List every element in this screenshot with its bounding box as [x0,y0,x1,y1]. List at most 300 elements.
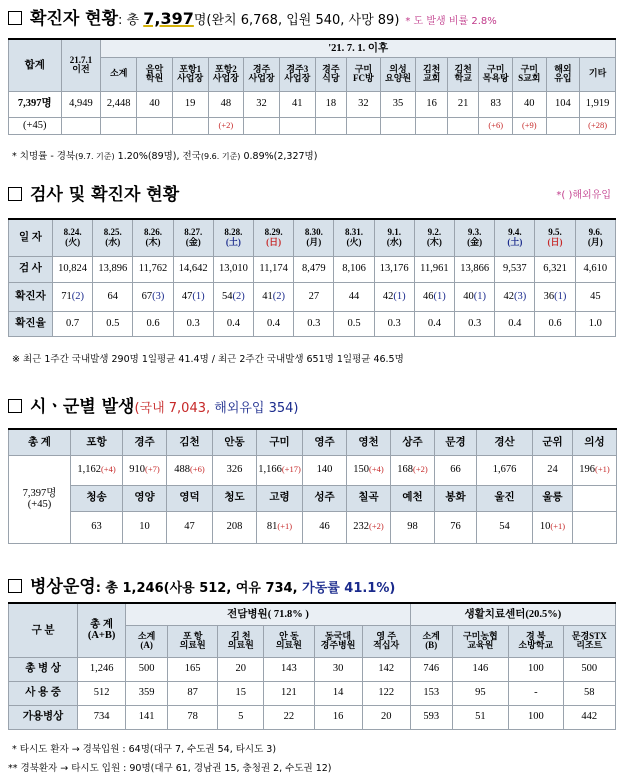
region-count: 47 [184,521,195,533]
overseas-count: (1) [192,290,205,302]
count-cell: 21 [447,91,479,117]
region-value [123,511,167,543]
region-value [533,511,573,543]
section-title: 병상운영 [30,577,96,597]
tests-cell: 11,961 [414,256,454,282]
weekday-label: (水) [105,236,121,247]
region-increase: (+7) [145,464,160,475]
column-header: 경주3 사업장 [279,57,315,91]
header-treatment-centers: 생활치료센터(20.5%) [410,603,615,625]
overseas-count: (1) [554,290,567,302]
total-value: 7,397명 [22,487,57,499]
count-cell: 35 [380,91,416,117]
overseas-count: (2) [232,290,245,302]
date-label: 8.28. [224,227,243,238]
count-cell: 19 [172,91,208,117]
date-label: 9.5. [548,227,562,238]
empty-cell [573,485,617,511]
date-cell [254,219,294,256]
weekday-label: (火) [346,236,362,247]
date-cell [535,219,575,256]
section-title: 시ㆍ군별 발생 [30,397,135,417]
region-count: 488 [174,464,191,476]
region-count: 76 [450,521,461,533]
confirmed-cell [334,282,374,311]
region-count: 10 [139,521,150,533]
bed-value: 500 [563,657,615,681]
weekday-label: (木) [145,236,161,247]
rate-cell: 0.6 [133,311,173,336]
region-value [435,511,477,543]
region-count: 63 [91,521,102,533]
confirmed-count: 40 [463,290,474,302]
region-name: 울진 [477,485,533,511]
region-value [573,455,617,485]
bed-value: 14 [314,681,362,705]
confirmed-count: 27 [308,290,320,302]
section-region [8,392,299,417]
region-value [213,511,257,543]
region-count: 98 [407,521,418,533]
increase-cell [172,117,208,134]
bed-value: 16 [314,705,362,729]
rate-cell: 0.4 [495,311,535,336]
total-detail: (완치 6,768, 입원 540, 사망 89) [206,13,400,28]
bed-value: 15 [218,681,264,705]
column-header: 문경STX 리조트 [563,625,615,657]
bed-value: 20 [362,705,410,729]
region-count: 208 [226,521,243,533]
checkbox-square-icon [8,399,22,413]
region-name: 예천 [391,485,435,511]
outbound-patient-note: ** 경북환자 → 타시도 입원 : 90명(대구 61, 경남권 15, 충청권 2, 수도권 12) [8,763,332,774]
region-value [167,511,213,543]
confirmed-cell [294,282,334,311]
confirmed-count: 36 [543,290,555,302]
region-value [123,455,167,485]
region-count: 54 [499,521,510,533]
date-cell [173,219,213,256]
rate-cell: 1.0 [575,311,615,336]
increase-cell: (+6) [479,117,513,134]
header-since: '21. 7. 1. 이후 [101,39,616,57]
count-cell: 7,397명 [9,91,62,117]
column-header: 포항2 사업장 [208,57,244,91]
column-header: 해외 유입 [546,57,580,91]
weekday-label: (木) [426,236,442,247]
bed-value: 165 [168,657,218,681]
column-header: 구미 FC방 [347,57,381,91]
count-cell: 48 [208,91,244,117]
section-beds [8,572,395,597]
confirmed-count: 42 [382,290,394,302]
increase-cell [380,117,416,134]
date-cell [374,219,414,256]
confirmed-count: 54 [222,290,233,302]
header-total: 합계 [9,39,62,91]
rate-cell: 0.3 [294,311,334,336]
bed-value: 593 [410,705,452,729]
confirmed-count: 47 [181,290,193,302]
region-name: 안동 [213,429,257,455]
confirmed-count: 42 [503,290,514,302]
region-count: 196 [579,464,596,476]
rate-cell: 0.6 [535,311,575,336]
bed-value: 1,246 [78,657,126,681]
column-header: 기타 [580,57,616,91]
date-label: 9.4. [508,227,522,238]
beds-rate: 가동률 41.1%) [297,581,396,596]
checkbox-square-icon [8,11,22,25]
weekday-label: (金) [467,236,483,247]
confirmed-cell [414,282,454,311]
region-increase: (+2) [369,521,384,532]
increase-cell [416,117,448,134]
column-header: 구미 목욕탕 [479,57,513,91]
bed-value: 153 [410,681,452,705]
weekday-label: (土) [225,236,241,247]
region-name: 영양 [123,485,167,511]
confirmed-cell [455,282,495,311]
column-header: 경주 사업장 [244,57,280,91]
region-count: 1,166 [258,464,282,476]
date-cell [575,219,615,256]
date-label: 8.27. [184,227,203,238]
tests-cell: 8,479 [294,256,334,282]
rate-cell: 0.4 [254,311,294,336]
weekday-label: (金) [185,236,201,247]
confirmed-count: 44 [348,290,360,302]
weekday-label: (水) [386,236,402,247]
region-value [477,511,533,543]
date-label: 8.30. [304,227,323,238]
region-count: 1,162 [77,464,101,476]
row-header: 총 병 상 [9,657,78,681]
beds-detail: : 총 1,246(사용 512, 여유 734, [95,581,298,596]
region-value [71,455,123,485]
column-header: 소계 [101,57,137,91]
tests-cell: 11,762 [133,256,173,282]
overseas-count: (3) [152,290,165,302]
column-header: 경주 식당 [315,57,347,91]
column-header: 영 주 적십자 [362,625,410,657]
count-cell: 4,949 [61,91,101,117]
tests-cell: 8,106 [334,256,374,282]
bed-value: 142 [362,657,410,681]
column-header: 구미농협 교육원 [452,625,509,657]
total-cases: 7,397 [143,9,194,28]
bed-value: 100 [509,657,563,681]
row-header-confirmed: 확진자 [9,282,53,311]
region-value [257,511,303,543]
region-value [213,455,257,485]
bed-value: 51 [452,705,509,729]
overseas-count: (2) [272,290,285,302]
region-value [71,511,123,543]
rate-cell: 0.4 [213,311,253,336]
region-value [347,455,391,485]
region-name: 구미 [257,429,303,455]
region-name: 영덕 [167,485,213,511]
region-increase: (+1) [595,464,610,475]
bed-value: 5 [218,705,264,729]
bed-value: 359 [126,681,168,705]
region-count: 326 [226,464,243,476]
column-header: 포항1 사업장 [172,57,208,91]
date-cell [414,219,454,256]
tests-cell: 6,321 [535,256,575,282]
column-header: 김 천 의료원 [218,625,264,657]
region-increase: (+17) [281,464,301,475]
confirmed-cell [495,282,535,311]
total-unit: 명 [193,13,207,28]
increase-cell: (+28) [580,117,616,134]
date-cell [133,219,173,256]
date-label: 9.1. [387,227,401,238]
column-header: 소계 (A) [126,625,168,657]
rate-cell: 0.3 [173,311,213,336]
increase-cell: (+45) [9,117,62,134]
tests-cell: 11,174 [254,256,294,282]
increase-cell [347,117,381,134]
overseas-count: (1) [473,290,486,302]
header-hospitals: 전담병원( 71.8% ) [126,603,411,625]
region-name: 성주 [303,485,347,511]
region-name: 청송 [71,485,123,511]
rate-cell: 0.5 [334,311,374,336]
region-increase: (+6) [190,464,205,475]
region-total-cell [9,455,71,543]
region-count: 232 [353,521,370,533]
weekday-label: (土) [507,236,523,247]
bed-value: 143 [264,657,314,681]
confirmed-count: 41 [262,290,273,302]
region-name: 울릉 [533,485,573,511]
region-count: 81 [266,521,278,533]
date-label: 8.31. [345,227,364,238]
region-increase: (+1) [277,521,293,532]
tests-cell: 13,010 [213,256,253,282]
header-category: 구 분 [9,603,78,657]
region-value [167,455,213,485]
date-label: 9.2. [427,227,442,238]
row-header-tests: 검 사 [9,256,53,282]
region-name: 고령 [257,485,303,511]
confirmed-cell [133,282,173,311]
date-cell [455,219,495,256]
rate-cell: 0.3 [374,311,414,336]
bed-value: 121 [264,681,314,705]
column-header: 구미 S교회 [513,57,547,91]
bed-value: 22 [264,705,314,729]
region-name: 경주 [123,429,167,455]
bed-value: 746 [410,657,452,681]
column-header: 포 항 의료원 [168,625,218,657]
increase-cell [546,117,580,134]
region-count: 1,676 [492,464,517,476]
region-increase: (+4) [369,464,384,475]
bed-value: 95 [452,681,509,705]
region-name: 청도 [213,485,257,511]
bed-value: 141 [126,705,168,729]
region-name: 의성 [573,429,617,455]
region-value [257,455,303,485]
column-header: 동국대 경주병원 [314,625,362,657]
region-name: 경산 [477,429,533,455]
section-case-status [8,4,497,29]
increase-cell: (+9) [513,117,547,134]
checkbox-square-icon [8,579,22,593]
column-header: 소계 (B) [410,625,452,657]
column-header: 의성 요양원 [380,57,416,91]
bed-value: 20 [218,657,264,681]
region-name: 김천 [167,429,213,455]
region-value [533,455,573,485]
region-table [8,428,617,544]
weekday-label: (火) [65,236,81,247]
increase-cell [447,117,479,134]
domestic-count: (국내 7,043, [134,401,211,416]
region-value [391,455,435,485]
date-label: 9.3. [467,227,482,238]
empty-cell [573,511,617,543]
increase-cell [101,117,137,134]
region-count: 168 [397,464,414,476]
section-title: 검사 및 확진자 현황 [30,185,180,205]
column-header: 김천 학교 [447,57,479,91]
region-count: 46 [319,521,330,533]
tests-cell: 13,896 [93,256,133,282]
region-name: 영천 [347,429,391,455]
bed-value: 58 [563,681,615,705]
overseas-count: (2) [71,290,84,302]
total-prefix: : 총 [118,13,144,28]
count-cell: 16 [416,91,448,117]
test-table [8,218,616,337]
region-name: 영주 [303,429,347,455]
weekly-note: ※ 최근 1주간 국내발생 290명 1일평균 41.4명 / 최근 2주간 국내발생 651명 1일평균 46.5명 [12,354,404,365]
tests-cell: 14,642 [173,256,213,282]
section-test-status [8,180,179,205]
increase-cell [315,117,347,134]
overseas-note: *( )해외유입 [556,190,611,201]
count-cell: 41 [279,91,315,117]
header-before: 21.7.1 이전 [61,39,101,91]
date-cell [213,219,253,256]
tests-cell: 4,610 [575,256,615,282]
section-title: 확진자 현황 [30,9,119,29]
increase-cell [244,117,280,134]
header-bed-total: 총 계 (A+B) [78,603,126,657]
bed-value: 500 [126,657,168,681]
count-cell: 1,919 [580,91,616,117]
region-value [391,511,435,543]
date-label: 8.24. [63,227,82,238]
confirmed-cell [53,282,93,311]
weekday-label: (日) [266,236,282,247]
tests-cell: 10,824 [53,256,93,282]
header-total: 총 계 [9,429,71,455]
count-cell: 32 [347,91,381,117]
count-cell: 18 [315,91,347,117]
region-increase: (+1) [550,521,566,532]
checkbox-square-icon [8,187,22,201]
region-name: 문경 [435,429,477,455]
count-cell: 32 [244,91,280,117]
rate-cell: 0.7 [53,311,93,336]
bed-value: - [509,681,563,705]
overseas-count: (1) [433,290,446,302]
region-increase: (+4) [100,464,116,475]
confirmed-count: 46 [423,290,434,302]
date-cell [294,219,334,256]
row-header-rate: 확진율 [9,311,53,336]
rate-cell: 0.4 [414,311,454,336]
date-cell [495,219,535,256]
confirmed-count: 45 [590,290,601,302]
total-increase: (+45) [27,499,52,510]
confirmed-count: 67 [141,290,153,302]
confirmed-cell [535,282,575,311]
confirmed-cell [93,282,133,311]
fatality-note: * 치명률 - 경북(9.7. 기준) 1.20%(89명), 전국(9.6. 기준) 0.89%(2,327명) [12,151,318,162]
tests-cell: 9,537 [495,256,535,282]
region-value [477,455,533,485]
bed-value: 512 [78,681,126,705]
column-header: 경 북 소방학교 [509,625,563,657]
confirmed-cell [173,282,213,311]
region-value [347,511,391,543]
region-count: 66 [450,464,461,476]
region-count: 24 [547,464,558,476]
increase-cell [137,117,173,134]
count-cell: 40 [513,91,547,117]
date-label: 8.29. [264,227,283,238]
region-value [435,455,477,485]
region-count: 150 [353,464,370,476]
confirmed-cell [575,282,615,311]
weekday-label: (月) [306,236,322,247]
inbound-patient-note: * 타시도 환자 → 경북입원 : 64명(대구 7, 수도권 54, 타시도 3) [12,744,277,755]
weekday-label: (日) [547,236,563,247]
bed-value: 30 [314,657,362,681]
bed-value: 78 [168,705,218,729]
date-cell [53,219,93,256]
bed-value: 146 [452,657,509,681]
increase-cell [279,117,315,134]
count-cell: 2,448 [101,91,137,117]
column-header: 안 동 의료원 [264,625,314,657]
confirmed-cell [254,282,294,311]
date-cell [334,219,374,256]
confirmed-cell [213,282,253,311]
overseas-count: (1) [393,290,406,302]
rate-cell: 0.3 [455,311,495,336]
bed-value: 734 [78,705,126,729]
overseas-count: 해외유입 354) [210,401,299,416]
bed-value: 100 [509,705,563,729]
count-cell: 104 [546,91,580,117]
date-label: 8.25. [103,227,122,238]
header-date: 일 자 [9,219,53,256]
count-cell: 83 [479,91,513,117]
region-name: 칠곡 [347,485,391,511]
row-header: 가용병상 [9,705,78,729]
rate-note: * 도 발생 비률 2.8% [405,16,497,27]
region-value [303,511,347,543]
region-name: 군위 [533,429,573,455]
region-count: 140 [316,464,333,476]
